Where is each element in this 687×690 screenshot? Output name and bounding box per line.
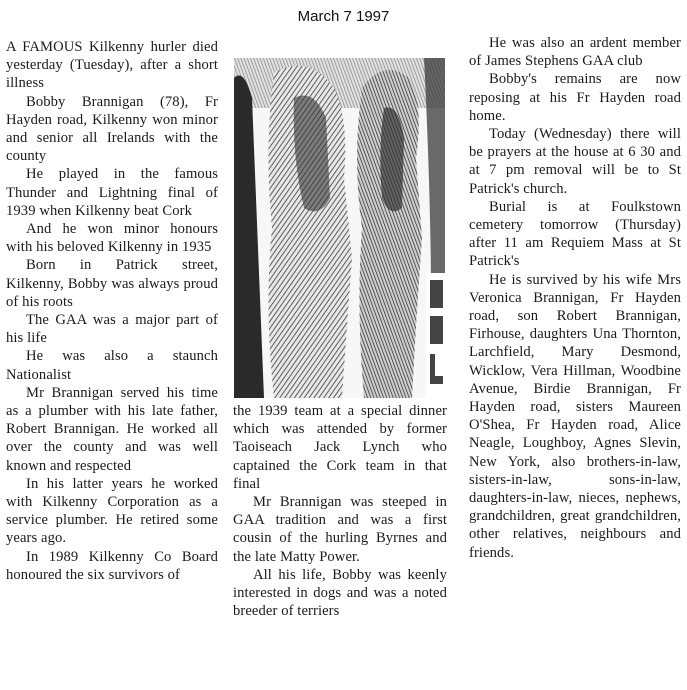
newspaper-photo <box>234 58 445 398</box>
article-paragraph: Born in Patrick street, Kilkenny, Bobby was always proud of his roots <box>6 257 218 310</box>
article-paragraph: A FAMOUS Kilkenny hurler died yesterday (Tuesday), after a short illness <box>6 39 218 92</box>
article-paragraph: He played in the famous Thunder and Lightning final of 1939 when Kilkenny beat Cork <box>6 166 218 219</box>
article-paragraph: Burial is at Foulkstown cemetery tomorrow (Thursday) after 11 am Requiem Mass at St Patrick's <box>469 198 681 270</box>
article-paragraph: He is survived by his wife Mrs Veronica Brannigan, Fr Hayden road, son Robert Brannigan, Firhouse, daughters Una Thornton, Larchfield, Mary Desmond, Wicklow, Vera Hillman, Woodbine Avenue, Birdie Brannigan, Fr Hayden road, sisters Maureen O'Shea, Fr Hayden road, Alice Neagle, Loughboy, Agnes Slevin, New York, also brothers-in-law, sisters-in-law, sons-in-law, daughters-in-law, nieces, nephews, grandchildren, great grandchildren, other relatives, neighbours and friends. <box>469 271 681 561</box>
article-paragraph: Today (Wednesday) there will be prayers at the house at 6 30 and at 7 pm removal will be to St Patrick's church. <box>469 126 681 197</box>
article-paragraph: And he won minor honours with his beloved Kilkenny in 1935 <box>6 221 218 256</box>
article-column-1 <box>6 38 218 584</box>
page-date: March 7 1997 <box>297 8 390 25</box>
article-paragraph: The GAA was a major part of his life <box>6 312 218 347</box>
photo-image <box>234 58 445 398</box>
article-paragraph: In his latter years he worked with Kilkenny Corporation as a service plumber. He retired some years ago. <box>6 475 218 547</box>
article-column-3 <box>469 34 681 562</box>
article-paragraph: He was also an ardent member of James Stephens GAA club <box>469 35 681 70</box>
article-paragraph: In 1989 Kilkenny Co Board honoured the six survivors of <box>6 548 218 583</box>
article-paragraph: Bobby Brannigan (78), Fr Hayden road, Kilkenny won minor and senior all Irelands with the county <box>6 93 218 165</box>
article-paragraph: He was also a staunch Nationalist <box>6 348 218 383</box>
article-paragraph: Mr Brannigan served his time as a plumber with his late father, Robert Brannigan. He worked all over the county and was well known and respected <box>6 384 218 474</box>
article-column-2 <box>233 402 447 620</box>
article-paragraph: Mr Brannigan was steeped in GAA tradition and was a first cousin of the hurling Byrnes and the late Matty Power. <box>233 494 447 565</box>
article-paragraph: Bobby's remains are now reposing at his Fr Hayden road home. <box>469 71 681 124</box>
article-paragraph: All his life, Bobby was keenly interested in dogs and was a noted breeder of terriers <box>233 566 447 620</box>
article-paragraph: the 1939 team at a special dinner which was attended by former Taoiseach Jack Lynch who captained the Cork team in that final <box>233 403 447 492</box>
